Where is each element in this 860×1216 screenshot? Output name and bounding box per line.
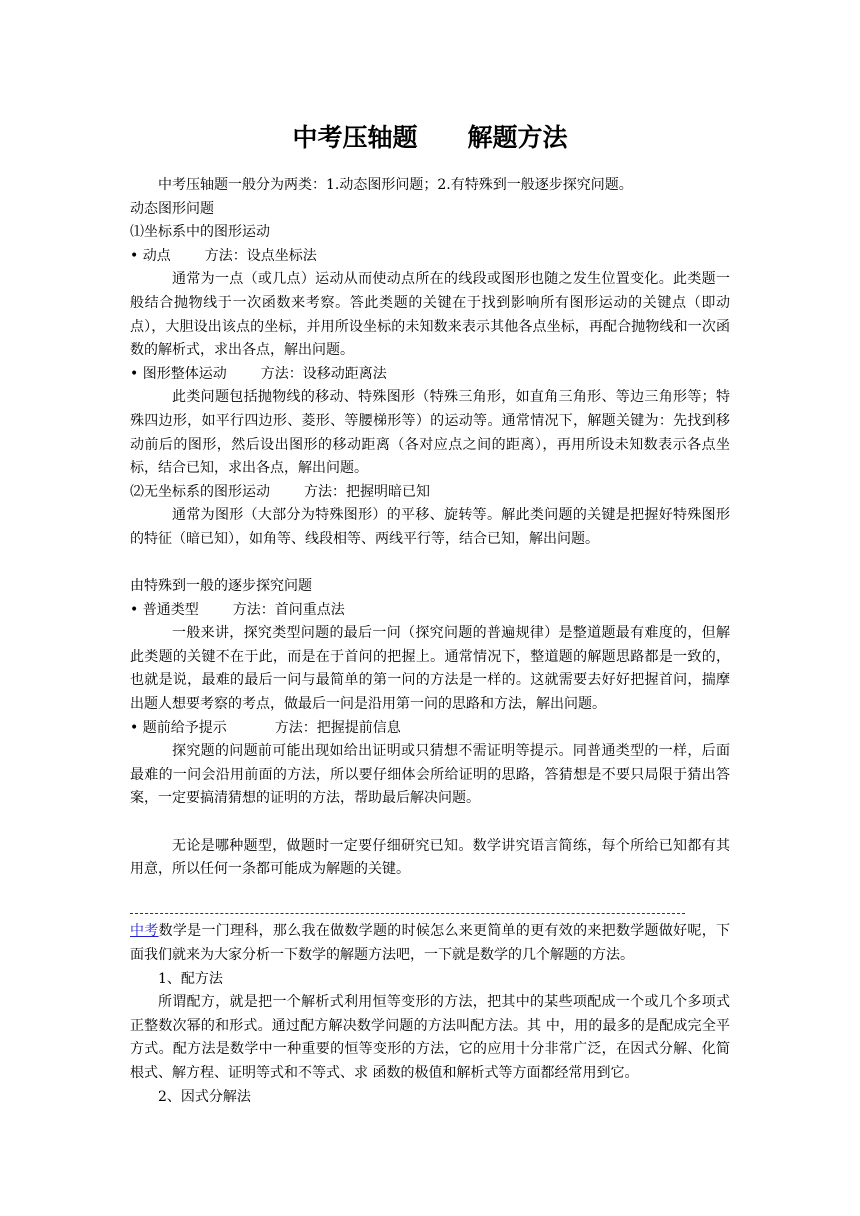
- blank-line: [130, 882, 730, 906]
- zhongkao-link[interactable]: 中考: [130, 923, 159, 940]
- method-line-hint: [130, 717, 730, 741]
- document-title: 中考压轴题 解题方法: [292, 123, 568, 152]
- paragraph-no-coordinate: 通常为图形（大部分为特殊图形）的平移、旋转等。解此类问题的关键是把握好特殊图形的特征（暗已知），如角等、线段相等、两线平行等，结合已知，解出问题。: [130, 507, 730, 547]
- conclusion-paragraph: 无论是哪种题型，做题时一定要仔细研究已知。数学讲究语言简练，每个所给已知都有其用意，所以任何一条都可能成为解题的关键。: [130, 837, 730, 878]
- method-name: 方法：把握提前信息: [274, 719, 401, 736]
- method-type-label: ⑵无坐标系的图形运动: [130, 483, 270, 500]
- method-name: 方法：首问重点法: [232, 601, 345, 618]
- paragraph-ordinary: 一般来讲，探究类型问题的最后一问（探究问题的普遍规律）是整道题最有难度的，但解此类题的关键不在于此，而是在于首问的把握上。通常情况下，整道题的解题思路都是一致的，也就是说，最难的最后一问与最简单的第一问的方法是一样的。这就需要去好好把握首问，揣摩出题人想要考察的考点，做最后一问是沿用第一问的思路和方法，解出问题。: [130, 625, 730, 713]
- method-type-label: • 动点: [130, 247, 171, 264]
- method-line-ordinary: [130, 599, 730, 623]
- subheading-coordinate-motion: ⑴坐标系中的图形运动: [130, 224, 270, 241]
- method-name: 方法：把握明暗已知: [304, 483, 430, 500]
- paragraph-whole-shape: 此类问题包括抛物线的移动、特殊图形（特殊三角形，如直角三角形、等边三角形等；特殊四边形，如平行四边形、菱形、等腰梯形等）的运动等。通常情况下，解题关键为：先找到移动前后的图形，然后设出图形的移动距离（各对应点之间的距离），再用所设未知数表示各点坐标，结合已知，求出各点，解出问题。: [130, 389, 730, 477]
- document-body: [130, 174, 730, 1109]
- blank-line: [130, 552, 730, 576]
- method1-paragraph: 所谓配方，就是把一个解析式利用恒等变形的方法，把其中的某些项配成一个或几个多项式正整数次幂的和形式。通过配方解决数学问题的方法叫配方法。其 中，用的最多的是配成完全平方式。配方法是数学中一种重要的恒等变形的方法，它的应用十分非常广泛，在因式分解、化简根式、解方程、证明等式和不等式、求 函数的极值和解析式等方面都经常用到它。: [130, 994, 730, 1081]
- separator-line: [130, 913, 685, 914]
- paragraph-hint: 探究题的问题前可能出现如给出证明或只猜想不需证明等提示。同普通类型的一样，后面最难的一问会沿用前面的方法，所以要仔细体会所给证明的思路，答猜想是不要只局限于猜出答案，一定要搞清猜想的证明的方法，帮助最后解决问题。: [130, 743, 730, 807]
- section-heading-exploration: 由特殊到一般的逐步探究问题: [130, 578, 312, 595]
- method-line-whole-shape: [130, 363, 730, 387]
- method2-title: 2、因式分解法: [158, 1088, 251, 1105]
- method1-title: 1、配方法: [158, 970, 223, 987]
- method-type-label: • 普通类型: [130, 601, 199, 618]
- method-line-moving-point: [130, 245, 730, 269]
- paragraph-moving-point: 通常为一点（或几点）运动从而使动点所在的线段或图形也随之发生位置变化。此类题一般结合抛物线于一次函数来考察。答此类题的关键在于找到影响所有图形运动的关键点（即动点），大胆设出该点的坐标，并用所设坐标的未知数来表示其他各点坐标，再配合抛物线和一次函数的解析式，求出各点，解出问题。: [130, 271, 730, 359]
- part2-intro-paragraph: [130, 920, 730, 967]
- method-name: 方法：设点坐标法: [204, 247, 317, 264]
- section-heading-dynamic: 动态图形问题: [130, 200, 214, 217]
- method-type-label: • 图形整体运动: [130, 365, 227, 382]
- method-name: 方法：设移动距离法: [260, 365, 387, 382]
- method-line-no-coordinate: [130, 481, 730, 505]
- part2-intro-text: 数学是一门理科，那么我在做数学题的时候怎么来更简单的更有效的来把数学题做好呢，下面我们就来为大家分析一下数学的解题方法吧，一下就是数学的几个解题的方法。: [130, 923, 731, 963]
- intro-paragraph: 中考压轴题一般分为两类：1.动态图形问题；2.有特殊到一般逐步探究问题。: [158, 177, 633, 193]
- blank-line: [130, 811, 730, 835]
- method-type-label: • 题前给予提示: [130, 719, 227, 736]
